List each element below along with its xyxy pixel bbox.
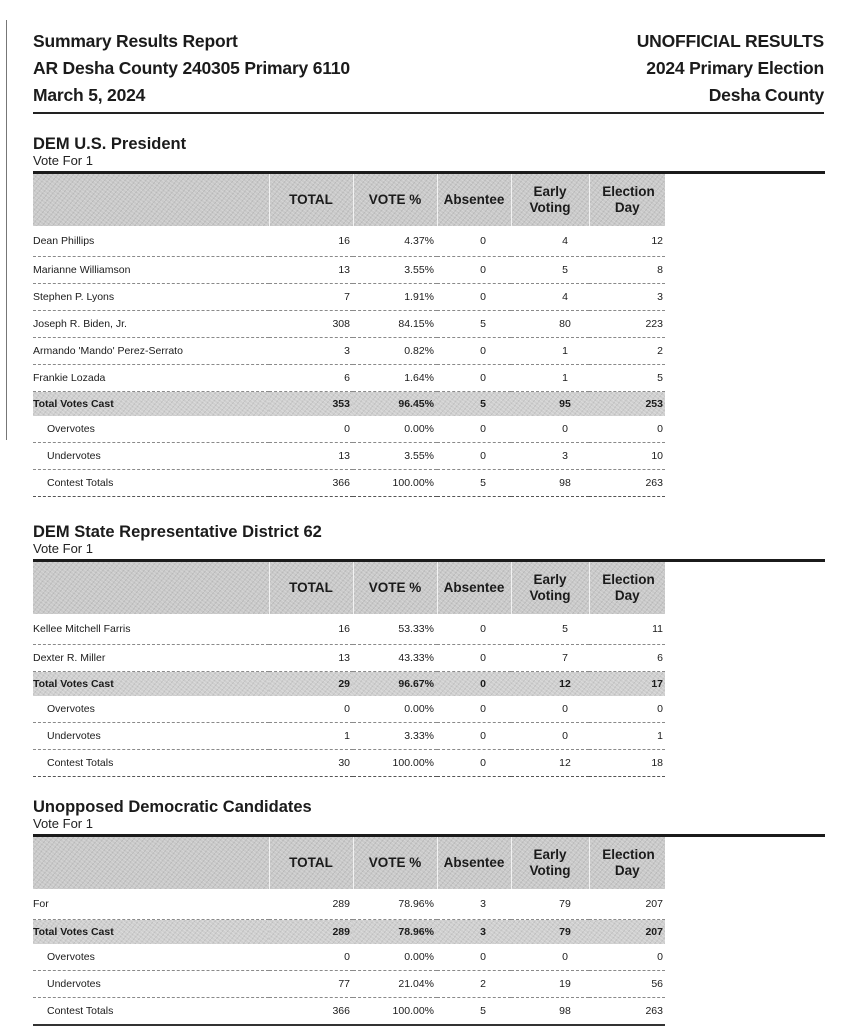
early-voting-cell: 80 bbox=[511, 311, 589, 338]
vote-pct-cell: 21.04% bbox=[353, 971, 437, 998]
candidate-name: Frankie Lozada bbox=[33, 365, 269, 392]
table-row bbox=[33, 284, 665, 311]
vote-pct-cell: 1.91% bbox=[353, 284, 437, 311]
candidate-name: Kellee Mitchell Farris bbox=[33, 614, 269, 645]
table-row bbox=[33, 226, 665, 257]
table-row bbox=[33, 889, 665, 920]
contest-totals-row bbox=[33, 750, 665, 777]
election-day-cell: 0 bbox=[589, 944, 665, 971]
total-cell: 0 bbox=[269, 696, 353, 723]
absentee-cell: 0 bbox=[437, 645, 511, 672]
total-votes-cast-row bbox=[33, 672, 665, 697]
election-day-cell: 263 bbox=[589, 998, 665, 1026]
results-status: UNOFFICIAL RESULTS bbox=[636, 31, 824, 51]
table-row bbox=[33, 365, 665, 392]
row-label: Total Votes Cast bbox=[33, 392, 269, 417]
total-cell: 77 bbox=[269, 971, 353, 998]
election-day-cell: 253 bbox=[589, 392, 665, 417]
contest-vote-for: Vote For 1 bbox=[33, 541, 93, 556]
overvotes-row bbox=[33, 944, 665, 971]
overvotes-row bbox=[33, 416, 665, 443]
vote-pct-cell: 96.45% bbox=[353, 392, 437, 417]
total-cell: 0 bbox=[269, 416, 353, 443]
election-day-cell: 17 bbox=[589, 672, 665, 697]
absentee-cell: 0 bbox=[437, 226, 511, 257]
column-header-early-voting: Early Voting bbox=[511, 562, 589, 614]
early-voting-cell: 4 bbox=[511, 226, 589, 257]
undervotes-row bbox=[33, 971, 665, 998]
table-header-row bbox=[33, 837, 665, 889]
absentee-cell: 0 bbox=[437, 614, 511, 645]
results-table bbox=[33, 837, 665, 1026]
county-name: Desha County bbox=[708, 85, 824, 105]
election-day-cell: 0 bbox=[589, 696, 665, 723]
absentee-cell: 5 bbox=[437, 392, 511, 417]
column-header-absentee: Absentee bbox=[437, 837, 511, 889]
row-label: Contest Totals bbox=[33, 470, 269, 497]
table-header-row bbox=[33, 562, 665, 614]
early-voting-cell: 12 bbox=[511, 672, 589, 697]
early-voting-cell: 19 bbox=[511, 971, 589, 998]
column-header-vote-pct: VOTE % bbox=[353, 837, 437, 889]
early-voting-cell: 95 bbox=[511, 392, 589, 417]
absentee-cell: 0 bbox=[437, 696, 511, 723]
table-row bbox=[33, 614, 665, 645]
table-row bbox=[33, 311, 665, 338]
row-label: Contest Totals bbox=[33, 750, 269, 777]
early-voting-cell: 0 bbox=[511, 696, 589, 723]
row-label: Overvotes bbox=[33, 944, 269, 971]
row-label: Contest Totals bbox=[33, 998, 269, 1026]
vote-pct-cell: 0.00% bbox=[353, 416, 437, 443]
vote-pct-cell: 0.00% bbox=[353, 944, 437, 971]
report-date: March 5, 2024 bbox=[33, 85, 146, 105]
election-name: 2024 Primary Election bbox=[646, 58, 824, 78]
results-table bbox=[33, 174, 665, 497]
report-header-left bbox=[33, 28, 350, 109]
election-day-cell: 8 bbox=[589, 257, 665, 284]
table-header-row bbox=[33, 174, 665, 226]
vote-pct-cell: 84.15% bbox=[353, 311, 437, 338]
contest-title: DEM State Representative District 62 bbox=[33, 523, 322, 541]
column-header-early-voting: Early Voting bbox=[511, 837, 589, 889]
total-cell: 13 bbox=[269, 645, 353, 672]
contest-totals-row bbox=[33, 470, 665, 497]
vote-pct-cell: 43.33% bbox=[353, 645, 437, 672]
early-voting-cell: 12 bbox=[511, 750, 589, 777]
absentee-cell: 2 bbox=[437, 971, 511, 998]
election-day-cell: 11 bbox=[589, 614, 665, 645]
absentee-cell: 3 bbox=[437, 889, 511, 920]
election-day-cell: 18 bbox=[589, 750, 665, 777]
total-cell: 3 bbox=[269, 338, 353, 365]
early-voting-cell: 7 bbox=[511, 645, 589, 672]
total-cell: 30 bbox=[269, 750, 353, 777]
absentee-cell: 0 bbox=[437, 338, 511, 365]
candidate-name: Stephen P. Lyons bbox=[33, 284, 269, 311]
candidate-name: For bbox=[33, 889, 269, 920]
absentee-cell: 5 bbox=[437, 470, 511, 497]
early-voting-cell: 1 bbox=[511, 338, 589, 365]
vote-pct-cell: 3.55% bbox=[353, 443, 437, 470]
results-table bbox=[33, 562, 665, 777]
column-header-choice bbox=[33, 562, 269, 614]
total-cell: 13 bbox=[269, 257, 353, 284]
row-label: Undervotes bbox=[33, 443, 269, 470]
total-cell: 366 bbox=[269, 470, 353, 497]
early-voting-cell: 4 bbox=[511, 284, 589, 311]
absentee-cell: 0 bbox=[437, 257, 511, 284]
total-cell: 6 bbox=[269, 365, 353, 392]
election-day-cell: 263 bbox=[589, 470, 665, 497]
total-cell: 0 bbox=[269, 944, 353, 971]
election-day-cell: 2 bbox=[589, 338, 665, 365]
total-cell: 29 bbox=[269, 672, 353, 697]
report-header bbox=[33, 28, 824, 114]
candidate-name: Marianne Williamson bbox=[33, 257, 269, 284]
report-header-right bbox=[637, 28, 824, 109]
absentee-cell: 0 bbox=[437, 443, 511, 470]
absentee-cell: 3 bbox=[437, 920, 511, 945]
total-cell: 13 bbox=[269, 443, 353, 470]
total-votes-cast-row bbox=[33, 392, 665, 417]
column-header-choice bbox=[33, 837, 269, 889]
early-voting-cell: 3 bbox=[511, 443, 589, 470]
total-cell: 16 bbox=[269, 614, 353, 645]
column-header-total: TOTAL bbox=[269, 562, 353, 614]
election-day-cell: 10 bbox=[589, 443, 665, 470]
contest-us-president bbox=[33, 135, 825, 497]
election-day-cell: 0 bbox=[589, 416, 665, 443]
table-row bbox=[33, 257, 665, 284]
early-voting-cell: 98 bbox=[511, 470, 589, 497]
column-header-vote-pct: VOTE % bbox=[353, 174, 437, 226]
table-row bbox=[33, 338, 665, 365]
absentee-cell: 5 bbox=[437, 998, 511, 1026]
election-day-cell: 207 bbox=[589, 889, 665, 920]
column-header-total: TOTAL bbox=[269, 174, 353, 226]
election-day-cell: 5 bbox=[589, 365, 665, 392]
column-header-election-day: Election Day bbox=[589, 562, 665, 614]
contest-title: DEM U.S. President bbox=[33, 135, 187, 153]
contest-vote-for: Vote For 1 bbox=[33, 153, 93, 168]
total-cell: 1 bbox=[269, 723, 353, 750]
contest-unopposed-democratic-candidates bbox=[33, 798, 825, 1026]
contest-vote-for: Vote For 1 bbox=[33, 816, 93, 831]
election-day-cell: 56 bbox=[589, 971, 665, 998]
row-label: Undervotes bbox=[33, 971, 269, 998]
row-label: Undervotes bbox=[33, 723, 269, 750]
absentee-cell: 0 bbox=[437, 944, 511, 971]
page-margin-line bbox=[6, 20, 7, 440]
absentee-cell: 0 bbox=[437, 672, 511, 697]
vote-pct-cell: 3.55% bbox=[353, 257, 437, 284]
vote-pct-cell: 100.00% bbox=[353, 750, 437, 777]
table-row bbox=[33, 645, 665, 672]
total-votes-cast-row bbox=[33, 920, 665, 945]
vote-pct-cell: 100.00% bbox=[353, 998, 437, 1026]
election-day-cell: 12 bbox=[589, 226, 665, 257]
row-label: Total Votes Cast bbox=[33, 920, 269, 945]
column-header-early-voting: Early Voting bbox=[511, 174, 589, 226]
contest-totals-row bbox=[33, 998, 665, 1026]
early-voting-cell: 0 bbox=[511, 944, 589, 971]
candidate-name: Joseph R. Biden, Jr. bbox=[33, 311, 269, 338]
early-voting-cell: 5 bbox=[511, 257, 589, 284]
early-voting-cell: 1 bbox=[511, 365, 589, 392]
undervotes-row bbox=[33, 723, 665, 750]
report-title: Summary Results Report bbox=[33, 31, 238, 51]
column-header-choice bbox=[33, 174, 269, 226]
row-label: Overvotes bbox=[33, 696, 269, 723]
early-voting-cell: 79 bbox=[511, 920, 589, 945]
column-header-vote-pct: VOTE % bbox=[353, 562, 437, 614]
absentee-cell: 0 bbox=[437, 365, 511, 392]
early-voting-cell: 79 bbox=[511, 889, 589, 920]
row-label: Overvotes bbox=[33, 416, 269, 443]
early-voting-cell: 0 bbox=[511, 723, 589, 750]
vote-pct-cell: 0.82% bbox=[353, 338, 437, 365]
report-jurisdiction: AR Desha County 240305 Primary 6110 bbox=[33, 58, 350, 78]
candidate-name: Dean Phillips bbox=[33, 226, 269, 257]
election-day-cell: 3 bbox=[589, 284, 665, 311]
column-header-total: TOTAL bbox=[269, 837, 353, 889]
vote-pct-cell: 100.00% bbox=[353, 470, 437, 497]
vote-pct-cell: 3.33% bbox=[353, 723, 437, 750]
total-cell: 289 bbox=[269, 920, 353, 945]
vote-pct-cell: 4.37% bbox=[353, 226, 437, 257]
total-cell: 16 bbox=[269, 226, 353, 257]
candidate-name: Dexter R. Miller bbox=[33, 645, 269, 672]
contest-state-rep-district-62 bbox=[33, 523, 825, 777]
absentee-cell: 0 bbox=[437, 416, 511, 443]
total-cell: 353 bbox=[269, 392, 353, 417]
undervotes-row bbox=[33, 443, 665, 470]
vote-pct-cell: 78.96% bbox=[353, 889, 437, 920]
election-day-cell: 223 bbox=[589, 311, 665, 338]
early-voting-cell: 0 bbox=[511, 416, 589, 443]
overvotes-row bbox=[33, 696, 665, 723]
election-day-cell: 6 bbox=[589, 645, 665, 672]
election-day-cell: 1 bbox=[589, 723, 665, 750]
absentee-cell: 0 bbox=[437, 284, 511, 311]
vote-pct-cell: 96.67% bbox=[353, 672, 437, 697]
absentee-cell: 0 bbox=[437, 750, 511, 777]
vote-pct-cell: 0.00% bbox=[353, 696, 437, 723]
vote-pct-cell: 1.64% bbox=[353, 365, 437, 392]
column-header-election-day: Election Day bbox=[589, 837, 665, 889]
vote-pct-cell: 78.96% bbox=[353, 920, 437, 945]
vote-pct-cell: 53.33% bbox=[353, 614, 437, 645]
absentee-cell: 0 bbox=[437, 723, 511, 750]
total-cell: 7 bbox=[269, 284, 353, 311]
total-cell: 366 bbox=[269, 998, 353, 1026]
election-day-cell: 207 bbox=[589, 920, 665, 945]
candidate-name: Armando 'Mando' Perez-Serrato bbox=[33, 338, 269, 365]
column-header-absentee: Absentee bbox=[437, 562, 511, 614]
total-cell: 308 bbox=[269, 311, 353, 338]
contest-title: Unopposed Democratic Candidates bbox=[33, 798, 312, 816]
row-label: Total Votes Cast bbox=[33, 672, 269, 697]
absentee-cell: 5 bbox=[437, 311, 511, 338]
total-cell: 289 bbox=[269, 889, 353, 920]
column-header-election-day: Election Day bbox=[589, 174, 665, 226]
column-header-absentee: Absentee bbox=[437, 174, 511, 226]
early-voting-cell: 5 bbox=[511, 614, 589, 645]
early-voting-cell: 98 bbox=[511, 998, 589, 1026]
